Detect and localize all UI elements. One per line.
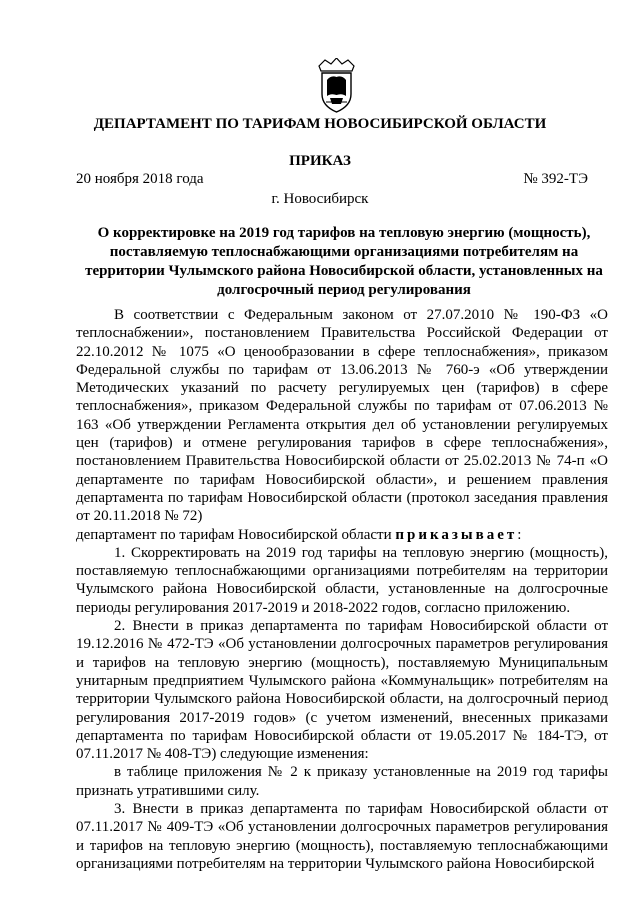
- item-1-paragraph: 1. Скорректировать на 2019 год тарифы на тепловую энергию (мощность), поставляемую теплоснабжающими организациями потребителям на территории Чулымского района Новосибирской области, установленные на долгосрочные периоды регулирования 2017-2019 и 2018-2022 годов, согласно приложению.: [76, 544, 608, 616]
- order-date: 20 ноября 2018 года: [76, 171, 204, 187]
- order-heading: О корректировке на 2019 год тарифов на тепловую энергию (мощность), поставляемую теплоснабжающими организациями потребителям на территории Чулымского района Новосибирской области, установленных на долгосрочный период регулирования: [85, 225, 603, 298]
- order-number: № 392-ТЭ: [523, 171, 588, 187]
- coat-of-arms-emblem: [315, 58, 358, 113]
- department-name: ДЕПАРТАМЕНТ ПО ТАРИФАМ НОВОСИБИРСКОЙ ОБЛАСТИ: [93, 116, 547, 132]
- decree-paragraph: [76, 526, 608, 544]
- item-2-paragraph: 2. Внести в приказ департамента по тарифам Новосибирской области от 19.12.2016 № 472-ТЭ «Об установлении долгосрочных параметров регулирования и тарифов на тепловую энергию (мощность), поставляемую Муниципальным унитарным предприятием Чулымского района «Коммунальщик» потребителям на территории Чулымского района Новосибирской области, на долгосрочный период регулирования 2017-2019 годов» (с учетом изменений, внесенных приказами департамента по тарифам Новосибирской области от 19.05.2017 № 184-ТЭ, от 07.11.2017 № 408-ТЭ) следующие изменения:: [76, 618, 608, 763]
- order-body: [76, 306, 608, 873]
- document-type: ПРИКАЗ: [289, 153, 351, 169]
- item-2-subparagraph: в таблице приложения № 2 к приказу установленные на 2019 год тарифы признать утратившими силу.: [76, 764, 608, 799]
- item-3-paragraph: 3. Внести в приказ департамента по тарифам Новосибирской области от 07.11.2017 № 409-ТЭ «Об установлении долгосрочных параметров регулирования и тарифов на тепловую энергию (мощность), поставляемую теплоснабжающими организациями потребителям на территории Чулымского района Новосибирской: [76, 801, 608, 872]
- order-city: г. Новосибирск: [271, 191, 369, 207]
- decree-suffix: :: [517, 526, 522, 543]
- preamble-paragraph: В соответствии с Федеральным законом от 27.07.2010 № 190-ФЗ «О теплоснабжении», постановлением Правительства Российской Федерации от 22.10.2012 № 1075 «О ценообразовании в сфере теплоснабжения», приказом Федеральной службы по тарифам от 13.06.2013 № 760-э «Об утверждении Методических указаний по расчету регулируемых цен (тарифов) в сфере теплоснабжения», приказом Федеральной службы по тарифам от 07.06.2013 № 163 «Об утверждении Регламента открытия дел об установлении регулируемых цен (тарифов) и отмене регулирования тарифов в сфере теплоснабжения», постановлением Правительства Новосибирской области от 25.02.2013 № 74-п «О департаменте по тарифам Новосибирской области», и решением правления департамента по тарифам Новосибирской области (протокол заседания правления от 20.11.2018 № 72): [76, 307, 608, 525]
- decree-prefix: департамент по тарифам Новосибирской области: [76, 526, 396, 543]
- decree-word: приказывает: [395, 526, 518, 543]
